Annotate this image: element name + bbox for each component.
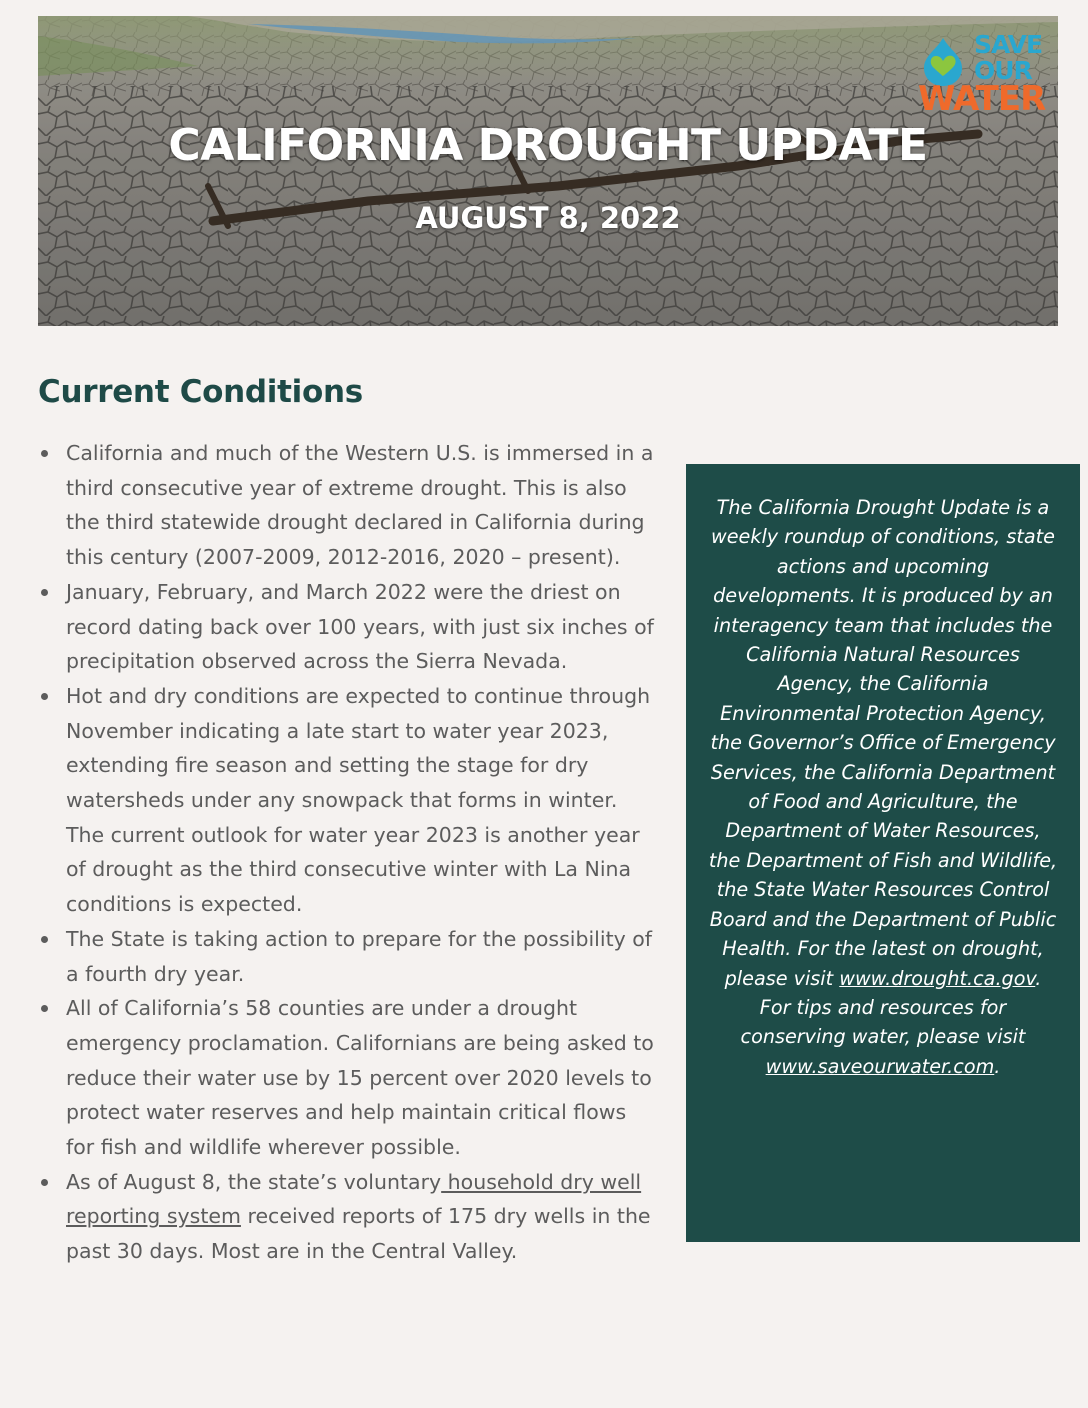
logo-word-our: OUR <box>974 56 1032 85</box>
sidebar-text: . For tips and resources for conserving water, please visit <box>740 966 1042 1049</box>
list-item-text: received reports of 175 dry wells in the past 30 days. Most are in the Central Valley. <box>66 1204 651 1264</box>
sidebar-text: The California Drought Update is a weekly roundup of conditions, state actions and upcoming developments. It is produced by an interagency team that includes the California Natural Resources Agency, the California Environmental Protection Agency, the Governor’s Office of Emergency Services, the California Department of Food and Agriculture, the Department of Water Resources, the Department of Fish and Wildlife, the State Water Resources Control Board and the Department of Public Health. For the latest on drought, please visit <box>708 496 1058 990</box>
save-our-water-website-link[interactable]: www.saveourwater.com <box>765 1054 995 1078</box>
list-item: Hot and dry conditions are expected to continue through November indicating a late start to water year 2023, extending fire season and setting the stage for dry watersheds under any snowpack that forms in winter. The current outlook for water year 2023 is another year of drought as the third consecutive winter with La Nina conditions is expected. <box>38 679 658 922</box>
list-item: California and much of the Western U.S. is immersed in a third consecutive year of extreme drought. This is also the third statewide drought declared in California during this century (2007-2009, 2012-2016, 2020 – present). <box>38 436 658 575</box>
drought-website-link[interactable]: www.drought.ca.gov <box>839 966 1036 990</box>
dry-well-reporting-link[interactable]: household dry well reporting system <box>66 1169 642 1229</box>
logo-word-save: SAVE <box>974 30 1043 59</box>
issue-date: AUGUST 8, 2022 <box>415 201 681 235</box>
list-item: All of California’s 58 counties are under a drought emergency proclamation. Californians are being asked to reduce their water use by 15 percent over 2020 levels to protect water reserves and help maintain critical flows for fish and wildlife wherever possible. <box>38 991 658 1165</box>
sidebar-text: . <box>994 1054 1001 1078</box>
about-sidebar <box>686 464 1080 1242</box>
list-item: The State is taking action to prepare for the possibility of a fourth dry year. <box>38 922 658 991</box>
list-item-text: As of August 8, the state’s voluntary <box>66 1169 442 1194</box>
section-heading: Current Conditions <box>38 374 363 410</box>
list-item <box>38 1165 658 1269</box>
drought-cracked-earth-photo <box>38 16 1058 326</box>
header-banner <box>38 16 1058 326</box>
list-item: January, February, and March 2022 were the driest on record dating back over 100 years, with just six inches of precipitation observed across the Sierra Nevada. <box>38 575 658 679</box>
logo-word-water: WATER <box>918 79 1046 119</box>
save-our-water-logo[interactable] <box>916 30 1046 119</box>
sidebar-description <box>708 493 1058 1081</box>
conditions-list <box>38 436 658 1269</box>
page-title: CALIFORNIA DROUGHT UPDATE <box>168 120 928 171</box>
